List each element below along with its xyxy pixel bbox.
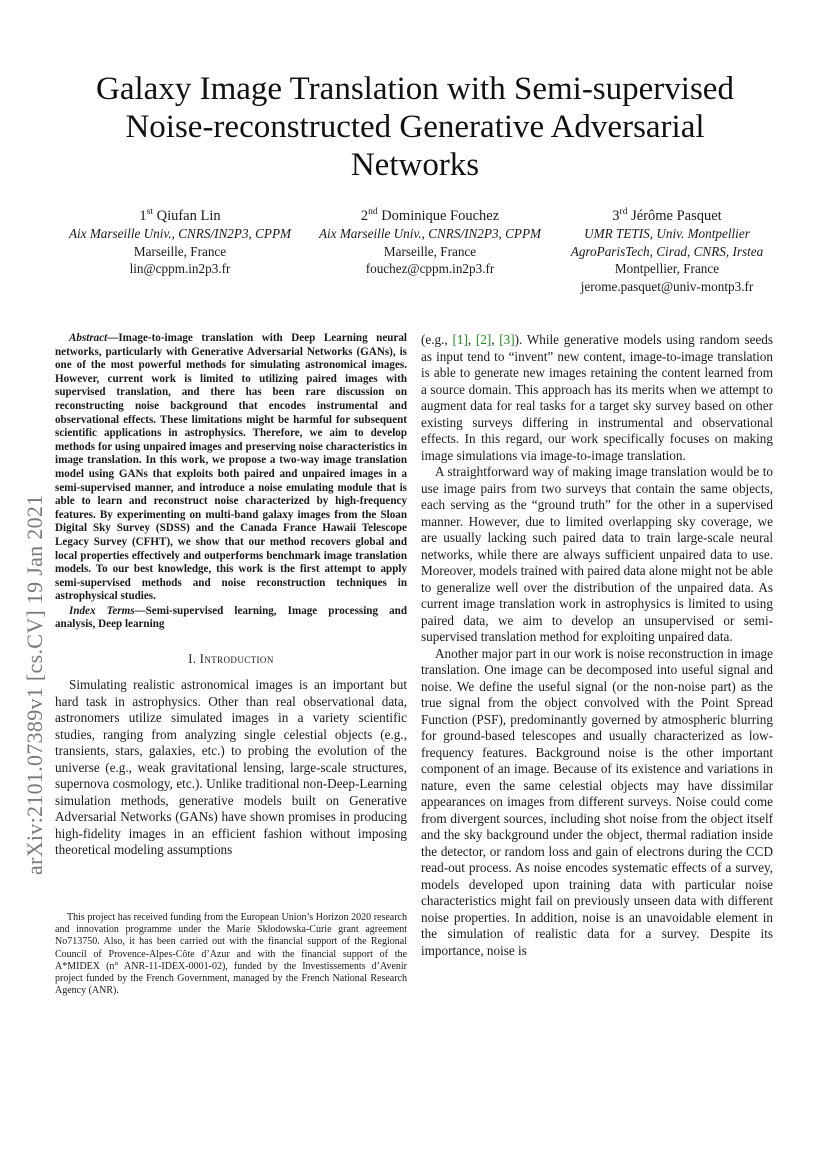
author-name: 3rd Jérôme Pasquet	[612, 207, 722, 224]
author-affiliation: Aix Marseille Univ., CNRS/IN2P3, CPPM	[318, 226, 542, 242]
intro-paragraph-4: Another major part in our work is noise reconstruction in image translation. One image can be decomposed into useful signal and noise. We define the useful signal (or the non-noise part) as the true signal from the object convolved with the Point Spread Function (PSF), predominantly governed by atmospheric blurring for ground-based telescopes and usually characterized as low-frequency features. Background noise is the other important component of an image. Because of its existence and variations in nature, even the same celestial objects may have dissimilar appearances on images from different surveys. Noise could come from divergent sources, including shot noise from the object itself and the sky background under the object, thermal radiation inside the detector, or random loss and gain of electrons during the CCD read-out process. As noise encodes systematic effects of a survey, models developed upon training data with particular noise characteristics might fail on previously unseen data with different noise properties. In addition, noise is an unavoidable element in the simulation of realistic data for a survey. Despite its importance, noise is	[421, 645, 773, 958]
citation-link-3[interactable]: [3]	[499, 332, 515, 347]
intro-paragraph-3: A straightforward way of making image translation would be to use image pairs from two surveys that contain the same objects, each serving as the “ground truth” for the other in a supervised manner. However, due to limited overlapping sky coverage, we are usually lacking such paired data to train large-scale neural networks, while there are always sufficient unpaired data to use. Moreover, models trained with paired data alone might not be able to generalize well over the distribution of the unpaired data. As current image translation work in astrophysics is limited to using paired data, we aim to develop an unsupervised or semi-supervised translation method for exploiting unpaired data.	[421, 464, 773, 644]
arxiv-identifier-stamp: arXiv:2101.07389v1 [cs.CV] 19 Jan 2021	[22, 494, 47, 875]
author-location: Marseille, France	[133, 243, 227, 259]
author-block	[60, 204, 770, 304]
author-email: lin@cppm.in2p3.fr	[129, 261, 231, 277]
author-affiliation: Aix Marseille Univ., CNRS/IN2P3, CPPM	[68, 226, 292, 242]
index-terms: Index Terms—Semi-supervised learning, Image processing and analysis, Deep learning	[55, 604, 407, 631]
author-name: 2nd Dominique Fouchez	[360, 207, 500, 224]
left-column	[55, 332, 407, 859]
author-2	[305, 204, 555, 278]
citation-link-1[interactable]: [1]	[452, 332, 468, 347]
author-affiliation-secondary: AgroParisTech, Cirad, CNRS, Irstea	[570, 243, 764, 259]
author-location: Marseille, France	[383, 243, 477, 259]
abstract: Abstract—Image-to-image translation with Deep Learning neural networks, particularly with Generative Adversarial Networks (GANs), is one of the most powerful methods for simulating astronomical images. However, current work is limited to utilizing paired images with supervised translation, and there has been rare discussion on reconstructing noise background that encodes instrumental and observational effects. These limitations might be harmful for subsequent scientific applications in astrophysics. Therefore, we aim to develop methods for using unpaired images and preserving noise characteristics in image translation. In this work, we propose a two-way image translation model using GANs that exploits both paired and unpaired images in a semi-supervised manner, and introduce a noise emulating module that is able to learn and reconstruct noise characterized by high-frequency features. By experimenting on multi-band galaxy images from the Sloan Digital Sky Survey (SDSS) and the Canada France Hawaii Telescope Legacy Survey (CFHT), we show that our method recovers global and local properties effectively and outperforms benchmark image translation models. To our best knowledge, this work is the first attempt to apply semi-supervised methods and noise reconstruction techniques in astrophysical studies.	[55, 332, 407, 603]
author-location: Montpellier, France	[614, 261, 720, 277]
author-3	[556, 204, 778, 295]
right-column	[421, 332, 773, 959]
author-email: jerome.pasquet@univ-montp3.fr	[580, 278, 754, 294]
section-heading-introduction: I. Introduction	[188, 652, 274, 667]
author-1	[60, 204, 300, 278]
funding-footnote: This project has received funding from the European Union’s Horizon 2020 research and innovation programme under the Marie Skłodowska-Curie grant agreement No713750. Also, it has been carried out with the financial support of the Regional Council of Provence-Alpes-Côte d’Azur and with the financial support of the A*MIDEX (n° ANR-11-IDEX-0001-02), funded by the Investissements d’Avenir project funded by the French Government, managed by the French National Research Agency (ANR).	[55, 912, 407, 997]
intro-paragraph-1: Simulating realistic astronomical images is an important but hard task in astrophysics. Other than real observational data, astronomers utilize simulated images in a variety scientific studies, ranging from analyzing single celestial objects (e.g., transients, stars, galaxies, etc.) to probing the evolution of the universe (e.g., weak gravitational lensing, large-scale structures, supernova cosmology, etc.). Unlike traditional non-Deep-Learning simulation methods, generative models built on Generative Adversarial Networks (GANs) have shown promises in producing high-fidelity images in an efficient fashion without imposing theoretical modeling assumptions	[55, 677, 407, 858]
author-affiliation: UMR TETIS, Univ. Montpellier	[584, 226, 750, 242]
citation-link-2[interactable]: [2]	[475, 332, 492, 347]
paper-title: Galaxy Image Translation with Semi-supervised Noise-reconstructed Generative Adversarial Networks	[96, 71, 734, 183]
intro-paragraph-2: (e.g., [1], [2], [3]). While generative models using random seeds as input tend to “invent” new content, image-to-image translation is able to generate new images retaining the content learned from a source domain. This approach has its merits when we attempt to augment data for real tasks for a target sky survey based on other existing surveys differing in instrumental and observational effects. In this regard, our work specifically focuses on making image simulations via image-to-image translation.	[421, 332, 774, 463]
author-email: fouchez@cppm.in2p3.fr	[365, 261, 495, 277]
author-name: 1st Qiufan Lin	[139, 207, 221, 224]
